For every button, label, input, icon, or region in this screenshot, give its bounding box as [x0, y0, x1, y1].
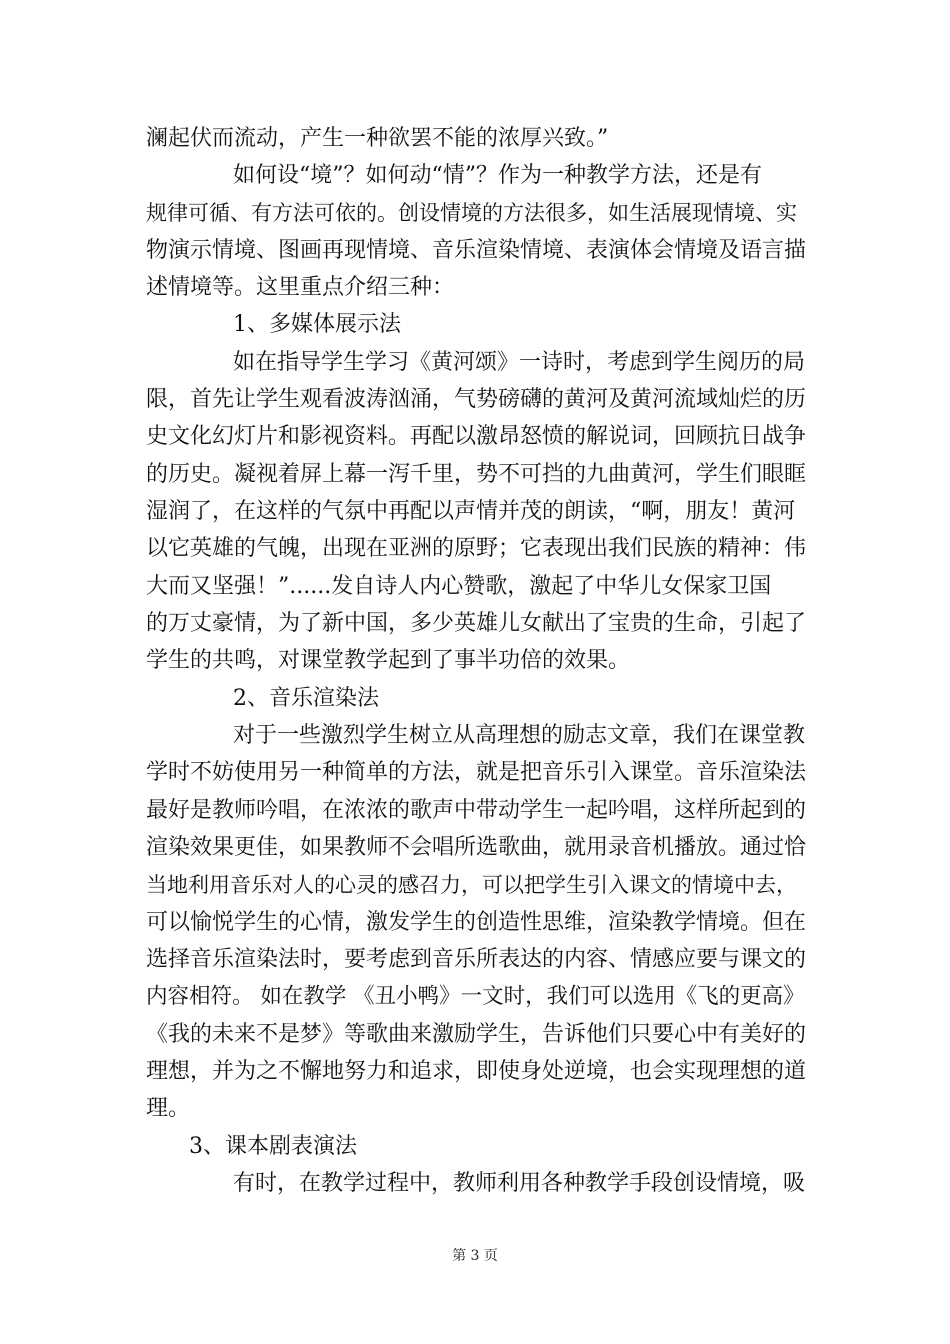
text-line: 如何设“境”？如何动“情”？作为一种教学方法，还是有 — [233, 163, 762, 188]
text-line: 理。 — [146, 1096, 191, 1121]
text-line: 如在指导学生学习《黄河颂》一诗时，考虑到学生阅历的局 — [233, 350, 806, 375]
text-line: 述情境等。这里重点介绍三种： — [146, 275, 455, 300]
text-line: 大而又坚强！”......发自诗人内心赞歌，激起了中华儿女保家卫国 — [146, 574, 772, 599]
text-line: 的历史。凝视着屏上幕一泻千里，势不可挡的九曲黄河，学生们眼眶 — [146, 462, 807, 487]
text-line: 对于一些激烈学生树立从高理想的励志文章，我们在课堂教 — [233, 723, 806, 748]
page-number: 第 3 页 — [452, 1248, 498, 1264]
text-line: 渲染效果更佳，如果教师不会唱所选歌曲，就用录音机播放。通过恰 — [146, 835, 807, 860]
text-line: 规律可循、有方法可依的。创设情境的方法很多，如生活展现情境、实 — [146, 201, 797, 225]
section-heading: 2、音乐渲染法 — [233, 686, 379, 711]
text-line: 以它英雄的气魄，出现在亚洲的原野；它表现出我们民族的精神：伟 — [146, 536, 807, 561]
text-line: 最好是教师吟唱，在浓浓的歌声中带动学生一起吟唱，这样所起到的 — [146, 798, 807, 823]
text-line: 学生的共鸣，对课堂教学起到了事半功倍的效果。 — [146, 648, 631, 673]
text-line: 当地利用音乐对人的心灵的感召力，可以把学生引入课文的情境中去， — [146, 873, 797, 897]
text-line: 的万丈豪情，为了新中国，多少英雄儿女献出了宝贵的生命，引起了 — [146, 611, 807, 636]
text-line: 史文化幻灯片和影视资料。再配以激昂怒愤的解说词，回顾抗日战争 — [146, 424, 807, 449]
section-heading: 1、多媒体展示法 — [233, 312, 401, 337]
text-line: 限，首先让学生观看波涛汹涌，气势磅礴的黄河及黄河流域灿烂的历 — [146, 387, 807, 412]
text-line: 选择音乐渲染法时，要考虑到音乐所表达的内容、情感应要与课文的 — [146, 947, 807, 972]
text-line: 学时不妨使用另一种简单的方法，就是把音乐引入课堂。音乐渲染法 — [146, 760, 807, 785]
text-line: 内容相符。 如在教学 《丑小鸭》一文时，我们可以选用《飞的更高》 — [146, 984, 805, 1009]
text-line: 湿润了，在这样的气氛中再配以声情并茂的朗读，“啊，朋友！黄河 — [146, 499, 796, 524]
text-line: 物演示情境、图画再现情境、音乐渲染情境、表演体会情境及语言描 — [146, 238, 807, 263]
text-line: 澜起伏而流动，产生一种欲罢不能的浓厚兴致。” — [146, 126, 609, 151]
text-line: 有时，在教学过程中，教师利用各种教学手段创设情境，吸 — [233, 1171, 806, 1196]
text-line: 理想，并为之不懈地努力和追求，即使身处逆境，也会实现理想的道 — [146, 1059, 807, 1084]
text-line: 可以愉悦学生的心情，激发学生的创造性思维，渲染教学情境。但在 — [146, 910, 807, 935]
text-line: 《我的未来不是梦》等歌曲来激励学生，告诉他们只要心中有美好的 — [146, 1022, 807, 1047]
section-heading: 3、课本剧表演法 — [189, 1134, 357, 1159]
